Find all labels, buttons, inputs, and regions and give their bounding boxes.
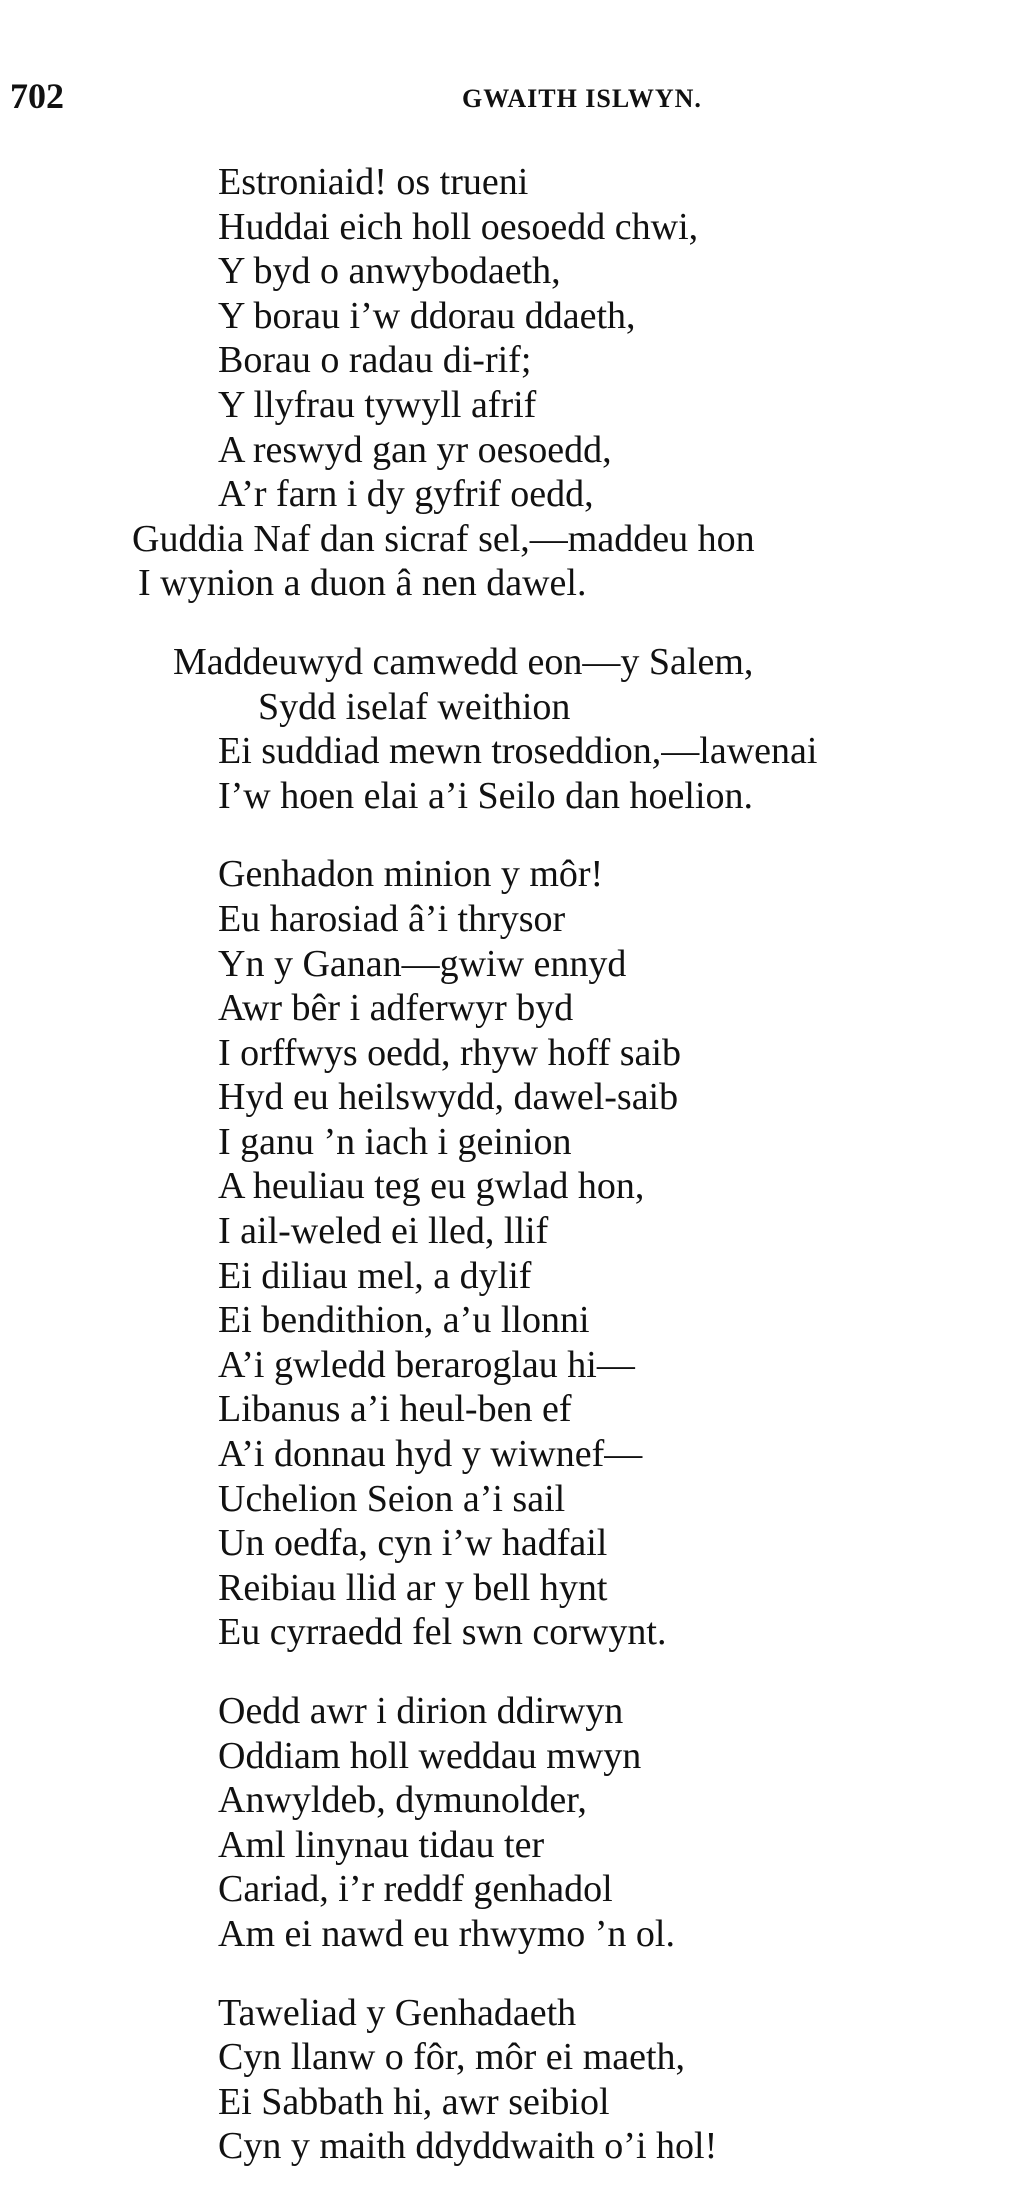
poem-line: Uchelion Seion a’i sail xyxy=(218,1477,566,1520)
poem-line: Y llyfrau tywyll afrif xyxy=(218,383,537,426)
poem-line: Y byd o anwybodaeth, xyxy=(218,250,561,293)
poem-line: Libanus a’i heul-ben ef xyxy=(218,1388,572,1431)
poem-line: Cyn llanw o fôr, môr ei maeth, xyxy=(218,2036,686,2079)
poem-line: Estroniaid! os trueni xyxy=(218,161,529,203)
stanza xyxy=(0,1991,1009,2169)
running-head: GWAITH ISLWYN. xyxy=(462,84,702,113)
poem-line: Y borau i’w ddorau ddaeth, xyxy=(218,294,636,337)
stanza xyxy=(0,640,1009,818)
poem-line: Eu cyrraedd fel swn corwynt. xyxy=(218,1611,667,1654)
poem-line: Huddai eich holl oesoedd chwi, xyxy=(218,205,699,248)
poem-line: Am ei nawd eu rhwymo ’n ol. xyxy=(218,1912,675,1955)
poem-line: I wynion a duon â nen dawel. xyxy=(138,562,587,605)
poem-line: Ei suddiad mewn troseddion,—lawenai xyxy=(218,730,818,773)
page-number: 702 xyxy=(10,76,64,116)
poem-line: Yn y Ganan—gwiw ennyd xyxy=(218,942,627,985)
stanza xyxy=(0,1689,1009,1957)
poem-line: A’r farn i dy gyfrif oedd, xyxy=(218,473,594,516)
poem-line: Oddiam holl weddau mwyn xyxy=(218,1734,642,1777)
poem-line: Awr bêr i adferwyr byd xyxy=(218,987,574,1030)
stanza xyxy=(0,160,1009,606)
poem-line: Hyd eu heilswydd, dawel-saib xyxy=(218,1076,679,1119)
poem-line: A’i gwledd beraroglau hi— xyxy=(218,1343,635,1386)
poem-line: Cyn y maith ddyddwaith o’i hol! xyxy=(218,2125,718,2168)
poem-line: Anwyldeb, dymunolder, xyxy=(218,1779,587,1822)
poem-line: I orffwys oedd, rhyw hoff saib xyxy=(218,1031,681,1074)
poem-line: Ei Sabbath hi, awr seibiol xyxy=(218,2080,610,2123)
poem-line: Cariad, i’r reddf genhadol xyxy=(218,1868,613,1911)
stanza xyxy=(0,852,1009,1655)
poem-line: I ail-weled ei lled, llif xyxy=(218,1210,549,1253)
poem-line: I’w hoen elai a’i Seilo dan hoelion. xyxy=(218,774,754,817)
poem-line: Reibiau llid ar y bell hynt xyxy=(218,1566,608,1609)
poem-line: Eu harosiad â’i thrysor xyxy=(218,897,566,940)
poem-line: Un oedfa, cyn i’w hadfail xyxy=(218,1522,608,1565)
poem-line: Ei diliau mel, a dylif xyxy=(218,1254,532,1297)
poem-line: Guddia Naf dan sicraf sel,—maddeu hon xyxy=(132,517,755,560)
poem-line: Aml linynau tidau ter xyxy=(218,1823,545,1866)
poem-line: Genhadon minion y môr! xyxy=(218,853,604,896)
poem-line: Taweliad y Genhadaeth xyxy=(218,1991,577,2034)
poem-line: I ganu ’n iach i geinion xyxy=(218,1120,572,1163)
poem-line: Sydd iselaf weithion xyxy=(258,685,571,728)
poem-line: Maddeuwyd camwedd eon—y Salem, xyxy=(173,640,754,683)
poem-line: A reswyd gan yr oesoedd, xyxy=(218,428,612,471)
poem-line: A’i donnau hyd y wiwnef— xyxy=(218,1433,643,1476)
poem-line: A heuliau teg eu gwlad hon, xyxy=(218,1165,645,1208)
poem-line: Borau o radau di-rif; xyxy=(218,339,532,382)
poem-line: Ei bendithion, a’u llonni xyxy=(218,1299,590,1342)
poem xyxy=(0,160,1009,2203)
poem-line: Oedd awr i dirion ddirwyn xyxy=(218,1690,624,1732)
